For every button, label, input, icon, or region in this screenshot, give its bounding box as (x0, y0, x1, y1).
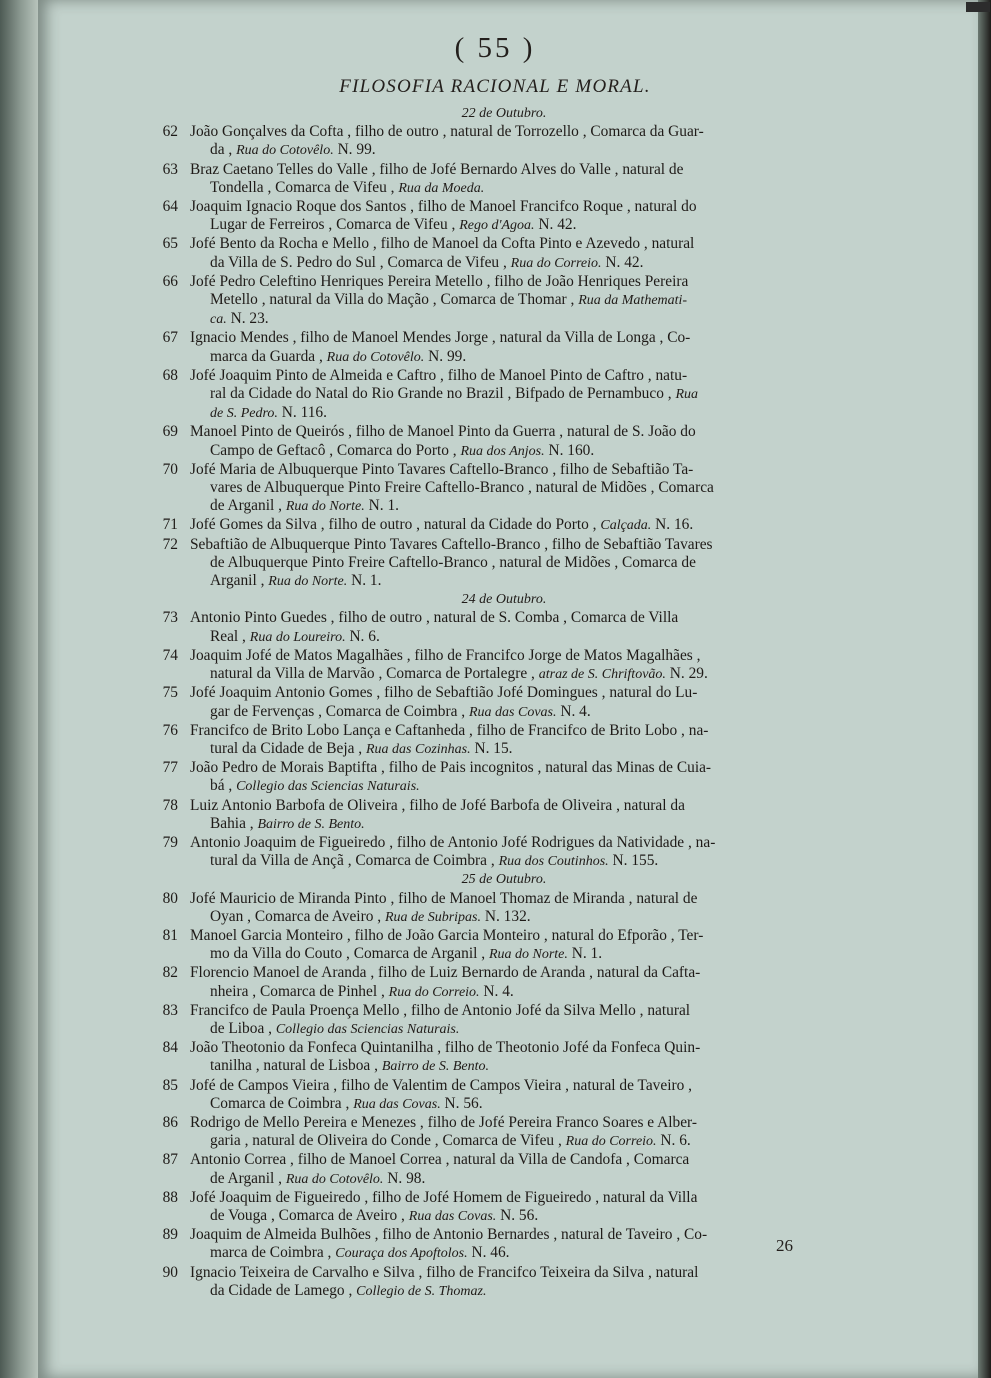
entry-text: Metello , natural da Villa do Mação , Comarca de Thomar , (210, 291, 575, 309)
date-heading: 22 de Outubro. (461, 106, 547, 121)
list-item (148, 1189, 820, 1226)
entry-continuation (190, 1095, 820, 1114)
list-item (148, 198, 820, 235)
entry-location: Collegio das Sciencias Naturais. (236, 779, 420, 795)
entry-number: 68 (162, 366, 178, 384)
entry-number: 64 (162, 198, 178, 216)
entry-text: da , (210, 141, 233, 159)
list-item (148, 461, 820, 517)
entry-continuation (190, 479, 820, 497)
entry-number-ref: N. 155. (612, 852, 659, 870)
entry-number-ref: N. 160. (548, 441, 595, 459)
list-item (148, 834, 820, 871)
entry-number-ref: N. 29. (669, 665, 708, 683)
entry-number-ref: N. 98. (387, 1169, 426, 1187)
entry-text: Manoel Garcia Monteiro , filho de João Garcia Monteiro , natural do Efporão , Ter- (190, 926, 704, 944)
entry-number: 63 (162, 160, 178, 178)
entry-text: tural da Cidade de Beja , (210, 739, 363, 757)
entry-number-ref: N. 23. (230, 310, 269, 328)
list-item (148, 722, 820, 759)
date-heading: 24 de Outubro. (461, 592, 547, 608)
list-item (148, 927, 820, 964)
entry-continuation (190, 385, 820, 404)
page-number: ( 55 ) (454, 32, 536, 64)
list-item (148, 516, 820, 535)
entry-text: Joaquim Ignacio Roque dos Santos , filho de Manoel Francifco Roque , natural do (190, 198, 697, 216)
entry-text: Jofé de Campos Vieira , filho de Valentim de Campos Vieira , natural de Taveiro , (190, 1076, 692, 1094)
list-item (148, 759, 820, 796)
entry-text: Florencio Manoel de Aranda , filho de Luiz Bernardo de Aranda , natural da Cafta- (190, 964, 701, 982)
list-item (148, 964, 820, 1001)
entry-text: de Albuquerque Pinto Freire Caftello-Branco , natural de Midões , Comarca de (210, 553, 696, 571)
list-item (148, 647, 820, 684)
list-item (148, 684, 820, 721)
entry-continuation (190, 740, 820, 759)
entry-continuation (190, 628, 820, 647)
entry-location: Rua (675, 387, 699, 403)
entry-continuation (190, 777, 820, 796)
entry-location: Rua das Cozinhas. (366, 741, 471, 757)
entry-location: Bairro de S. Bento. (381, 1059, 490, 1075)
list-item (148, 797, 820, 834)
entry-text: Sebaftião de Albuquerque Pinto Tavares Caftello-Branco , filho de Sebaftião Tavares (190, 535, 713, 553)
entry-location: Calçada. (600, 518, 652, 534)
entry-text: João Gonçalves da Cofta , filho de outro , natural de Torrozello , Comarca da Guar- (190, 123, 704, 141)
entry-number: 78 (162, 796, 178, 814)
entry-text: Joaquim Jofé de Matos Magalhães , filho de Francifco Jorge de Matos Magalhães , (190, 646, 701, 664)
entry-number-ref: N. 4. (560, 702, 591, 720)
entry-text: Luiz Antonio Barbofa de Oliveira , filho de Jofé Barbofa de Oliveira , natural da (190, 796, 685, 814)
entry-continuation (190, 665, 820, 684)
list-item (148, 123, 820, 160)
entry-list (148, 105, 820, 1301)
entry-number-ref: N. 1. (351, 572, 382, 590)
entry-number: 72 (162, 535, 178, 553)
entry-location: Collegio de S. Thomaz. (356, 1283, 487, 1299)
entry-number-ref: N. 4. (483, 982, 514, 1000)
list-item (148, 235, 820, 272)
entry-number-ref: N. 15. (474, 739, 513, 757)
list-item (148, 423, 820, 460)
entry-text: de Liboa , (210, 1019, 272, 1037)
entry-continuation (190, 348, 820, 367)
entry-location: Couraça dos Apoftolos. (335, 1246, 468, 1262)
entry-location: Rua do Cotovêlo. (285, 1171, 384, 1187)
entry-text: Bahia , (210, 814, 254, 832)
entry-number: 87 (162, 1151, 178, 1169)
entry-text: Jofé Joaquim Pinto de Almeida e Caftro , filho de Manoel Pinto de Caftro , natu- (190, 366, 688, 384)
list-item (148, 1151, 820, 1188)
entry-location: Rua do Loureiro. (249, 629, 346, 645)
entry-number-ref: N. 1. (368, 497, 399, 515)
entry-text: nheira , Comarca de Pinhel , (210, 982, 385, 1000)
entry-text: Jofé Joaquim de Figueiredo , filho de Jofé Homem de Figueiredo , natural da Villa (190, 1188, 698, 1206)
entry-location: Rua do Correio. (388, 984, 480, 1000)
entry-text: Oyan , Comarca de Aveiro , (210, 907, 382, 925)
entry-continuation (190, 1132, 820, 1151)
entry-number: 84 (162, 1039, 178, 1057)
entry-text: João Theotonio da Fonfeca Quintanilha , filho de Theotonio Jofé da Fonfeca Quin- (190, 1039, 701, 1057)
entry-number: 77 (162, 759, 178, 777)
entry-text: tural da Villa de Ançã , Comarca de Coimbra , (210, 852, 495, 870)
entry-text: mo da Villa do Couto , Comarca de Arganil , (210, 945, 486, 963)
entry-number-ref: N. 1. (571, 945, 603, 963)
entry-text: Jofé Mauricio de Miranda Pinto , filho de Manoel Thomaz de Miranda , natural de (190, 889, 698, 907)
entry-number: 88 (162, 1188, 178, 1206)
entry-continuation (190, 1244, 820, 1263)
entry-text: gar de Fervenças , Comarca de Coimbra , (210, 702, 466, 720)
entry-location: Rua das Covas. (353, 1096, 441, 1112)
entry-location: Bairro de S. Bento. (257, 816, 365, 832)
entry-continuation (190, 1207, 820, 1226)
entry-text: Rodrigo de Mello Pereira e Menezes , filho de Jofé Pereira Franco Soares e Alber- (190, 1113, 697, 1131)
entry-text: Comarca de Coimbra , (210, 1094, 350, 1112)
entry-number-ref: N. 42. (605, 253, 644, 271)
entry-text: Manoel Pinto de Queirós , filho de Manoel Pinto da Guerra , natural de S. João do (190, 423, 696, 441)
entry-text: Jofé Joaquim Antonio Gomes , filho de Sebaftião Jofé Domingues , natural do Lu- (190, 684, 698, 702)
entry-number: 65 (162, 235, 178, 253)
entry-location: Rua do Norte. (285, 499, 365, 515)
entry-continuation (190, 1170, 820, 1189)
entry-continuation (190, 254, 820, 273)
entry-text: garia , natural de Oliveira do Conde , Comarca de Vifeu , (210, 1132, 562, 1150)
entry-text: da Cidade de Lamego , (210, 1281, 353, 1299)
entry-number: 82 (162, 964, 178, 982)
entry-text: João Pedro de Morais Baptifta , filho de Pais incognitos , natural das Minas de Cuia- (190, 759, 712, 777)
entry-text: Joaquim de Almeida Bulhões , filho de Antonio Bernardes , natural de Taveiro , Co- (190, 1226, 708, 1244)
binding-edge (0, 0, 38, 1378)
entry-continuation (190, 1057, 820, 1076)
entry-text: de Vouga , Comarca de Aveiro , (210, 1206, 405, 1224)
entry-text: da Villa de S. Pedro do Sul , Comarca de Vifeu , (210, 253, 507, 271)
entry-location: Rua do Norte. (488, 947, 568, 963)
entry-continuation (190, 945, 820, 964)
entry-text: marca de Coimbra , (210, 1244, 332, 1262)
entry-location: Rua do Norte. (268, 574, 348, 590)
entry-continuation (190, 554, 820, 572)
entry-number: 69 (162, 423, 178, 441)
entry-location: Rua dos Coutinhos. (498, 854, 609, 870)
entry-text: Jofé Bento da Rocha e Mello , filho de Manoel da Cofta Pinto e Azevedo , natural (190, 235, 695, 253)
entry-text: Real , (210, 627, 246, 645)
entry-continuation (190, 179, 820, 198)
entry-text: Lugar de Ferreiros , Comarca de Vifeu , (210, 216, 456, 234)
entry-number: 90 (162, 1263, 178, 1281)
entry-number-ref: N. 6. (349, 627, 380, 645)
list-item (148, 1077, 820, 1114)
entry-text: Tondella , Comarca de Vifeu , (210, 178, 395, 196)
list-item (148, 329, 820, 366)
entry-text: de Arganil , (210, 1169, 282, 1187)
entry-number-ref: N. 6. (660, 1132, 691, 1150)
entry-text: marca da Guarda , (210, 347, 323, 365)
entry-number: 85 (162, 1076, 178, 1094)
entry-number: 75 (162, 684, 178, 702)
entry-number-ref: N. 42. (538, 216, 577, 234)
entry-text: natural da Villa de Marvão , Comarca de Portalegre , (210, 665, 535, 683)
list-item (148, 890, 820, 927)
entry-continuation (190, 572, 820, 591)
entry-text: Francifco de Brito Lobo Lança e Caftanheda , filho de Francifco de Brito Lobo , na- (190, 721, 709, 739)
entry-continuation (190, 291, 820, 310)
entry-continuation (190, 404, 820, 423)
entry-number-ref: N. 116. (281, 404, 327, 422)
entry-number: 79 (162, 833, 178, 851)
entry-text: de Arganil , (210, 497, 282, 515)
entry-number: 73 (162, 609, 178, 627)
entry-location: Rua do Correio. (510, 255, 602, 271)
entry-text: Francifco de Paula Proença Mello , filho de Antonio Jofé da Silva Mello , natural (190, 1001, 691, 1019)
entry-number-ref: N. 16. (655, 516, 694, 534)
entry-text: ral da Cidade do Natal do Rio Grande no Brazil , Bifpado de Pernambuco , (210, 385, 672, 403)
entry-text: tanilha , natural de Lisboa , (210, 1057, 378, 1075)
entry-text: Arganil , (210, 572, 265, 590)
page-title: FILOSOFIA RACIONAL E MORAL. (339, 76, 651, 97)
entry-continuation (190, 852, 820, 871)
entry-text: vares de Albuquerque Pinto Freire Caftello-Branco , natural de Midões , Comarca (210, 479, 714, 497)
entry-continuation (190, 1020, 820, 1039)
entry-location: Rua de Subripas. (384, 909, 482, 925)
entry-continuation (190, 141, 820, 160)
entry-text: Ignacio Mendes , filho de Manoel Mendes Jorge , natural da Villa de Longa , Co- (190, 329, 691, 347)
entry-text: Ignacio Teixeira de Carvalho e Silva , filho de Francifco Teixeira da Silva , natural (190, 1263, 699, 1281)
entry-continuation (190, 815, 820, 834)
entry-location: ca. (210, 312, 227, 328)
entry-continuation (190, 908, 820, 927)
entry-text: Campo de Geftacô , Comarca do Porto , (210, 441, 457, 459)
entry-text: Jofé Maria de Albuquerque Pinto Tavares Caftello-Branco , filho de Sebaftião Ta- (190, 460, 694, 478)
entry-continuation (190, 497, 820, 516)
entry-text: Jofé Gomes da Silva , filho de outro , natural da Cidade do Porto , (190, 516, 597, 534)
entry-number: 74 (162, 646, 178, 664)
entry-text: Antonio Pinto Guedes , filho de outro , natural de S. Comba , Comarca de Villa (190, 609, 679, 627)
entry-continuation (190, 983, 820, 1002)
entry-number: 76 (162, 721, 178, 739)
entry-location: Collegio das Sciencias Naturais. (275, 1021, 460, 1037)
list-item (148, 1039, 820, 1076)
entry-text: Antonio Joaquim de Figueiredo , filho de Antonio Jofé Rodrigues da Natividade , na- (190, 833, 716, 851)
entry-number: 71 (162, 516, 178, 534)
entry-number-ref: N. 99. (337, 141, 376, 159)
entry-number-ref: N. 56. (444, 1094, 483, 1112)
entry-number: 81 (162, 926, 178, 944)
entry-text: bá , (210, 777, 233, 795)
date-heading: 25 de Outubro. (461, 872, 547, 888)
entry-location: Rua das Covas. (408, 1208, 497, 1224)
entry-location: Rua do Correio. (565, 1134, 657, 1150)
entry-number: 80 (162, 889, 178, 907)
entry-continuation (190, 442, 820, 461)
entry-number-ref: N. 56. (500, 1206, 539, 1224)
entry-location: Rua da Moeda. (398, 180, 485, 196)
entry-location: de S. Pedro. (210, 406, 278, 422)
entry-text: Braz Caetano Telles do Valle , filho de Jofé Bernardo Alves do Valle , natural de (190, 160, 684, 178)
entry-number-ref: N. 46. (471, 1244, 510, 1262)
entry-continuation (190, 310, 820, 329)
entry-number: 89 (162, 1226, 178, 1244)
entry-location: Rego d'Agoa. (459, 218, 535, 234)
entry-location: Rua dos Anjos. (460, 443, 545, 459)
entry-location: Rua da Mathemati- (578, 293, 688, 309)
entry-text: Jofé Pedro Celeftino Henriques Pereira Metello , filho de João Henriques Pereira (190, 272, 689, 290)
entry-number-ref: N. 99. (428, 347, 467, 365)
list-item (148, 367, 820, 424)
entry-number: 62 (162, 123, 178, 141)
entry-number: 70 (162, 460, 178, 478)
list-item (148, 609, 820, 646)
page-right-edge (978, 0, 991, 1378)
list-item (148, 1114, 820, 1151)
entry-location: Rua do Cotovêlo. (236, 143, 334, 159)
list-item (148, 1264, 820, 1301)
entry-continuation (190, 216, 820, 235)
entry-continuation (190, 1282, 820, 1301)
entry-number: 67 (162, 329, 178, 347)
corner-mark (966, 2, 990, 12)
entry-number: 86 (162, 1113, 178, 1131)
list-item (148, 1226, 820, 1263)
entry-number: 66 (162, 272, 178, 290)
entry-location: Rua das Covas. (469, 704, 557, 720)
list-item (148, 536, 820, 592)
entry-text: Antonio Correa , filho de Manoel Correa , natural da Villa de Candofa , Comarca (190, 1151, 690, 1169)
entry-number: 83 (162, 1001, 178, 1019)
entry-continuation (190, 703, 820, 722)
entry-location: atraz de S. Chriftovão. (538, 667, 666, 683)
list-item (148, 273, 820, 330)
entry-location: Rua do Cotovêlo. (326, 349, 425, 365)
list-item (148, 161, 820, 198)
signature-mark: 26 (776, 1236, 793, 1255)
entry-number-ref: N. 132. (484, 907, 531, 925)
list-item (148, 1002, 820, 1039)
